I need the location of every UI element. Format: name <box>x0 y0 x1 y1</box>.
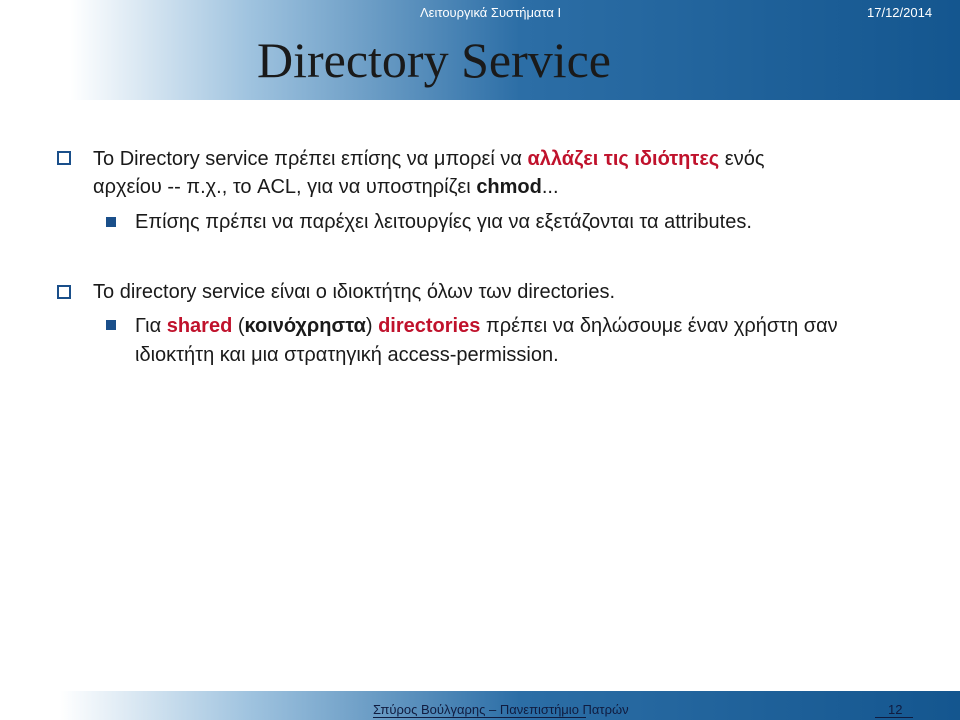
page-number: 12 <box>888 702 903 717</box>
shared-keyword: shared <box>166 315 233 337</box>
filled-bullet-icon <box>106 320 116 330</box>
bullet-1-line2-text: αρχείου -- π.χ., το ACL, για να υποστηρίζει <box>93 176 477 198</box>
sub-bullet-2 <box>135 313 838 339</box>
bullet-2: Το directory service είναι ο ιδιοκτήτης όλων των directories. <box>93 281 616 303</box>
sub-bullet-2-text: Για <box>135 315 167 337</box>
bullet-1 <box>93 146 764 172</box>
koinoxrista-keyword: κοινόχρηστα <box>244 315 366 337</box>
footer-underline <box>373 717 586 718</box>
directories-keyword: directories <box>378 315 481 337</box>
sub-bullet-2-rest: πρέπει να δηλώσουμε έναν χρήστη σαν <box>480 315 838 337</box>
course-title: Λειτουργικά Συστήματα Ι <box>420 5 562 20</box>
sub-bullet-1: Επίσης πρέπει να παρέχει λειτουργίες για να εξετάζονται τα attributes. <box>135 211 752 233</box>
bullet-1-line2 <box>93 174 559 200</box>
paren-close: ) <box>365 315 379 337</box>
paren-open: ( <box>232 315 245 337</box>
hollow-bullet-icon <box>57 151 71 165</box>
bullet-1-line2-suffix: ... <box>541 176 559 198</box>
slide-date: 17/12/2014 <box>867 5 933 20</box>
chmod-keyword: chmod <box>476 176 542 198</box>
bullet-1-highlight: αλλάζει τις ιδιότητες <box>527 148 720 170</box>
footer-author: Σπύρος Βούλγαρης – Πανεπιστήμιο Πατρών <box>373 702 629 717</box>
bullet-1-text: Το Directory service πρέπει επίσης να μπορεί να <box>93 148 528 170</box>
sub-bullet-2-line2: ιδιοκτήτη και μια στρατηγική access-permission. <box>135 344 559 366</box>
bullet-1-suffix: ενός <box>719 148 765 170</box>
filled-bullet-icon <box>106 217 116 227</box>
page-number-underline <box>875 717 913 718</box>
slide-title: Directory Service <box>257 32 612 88</box>
hollow-bullet-icon <box>57 285 71 299</box>
